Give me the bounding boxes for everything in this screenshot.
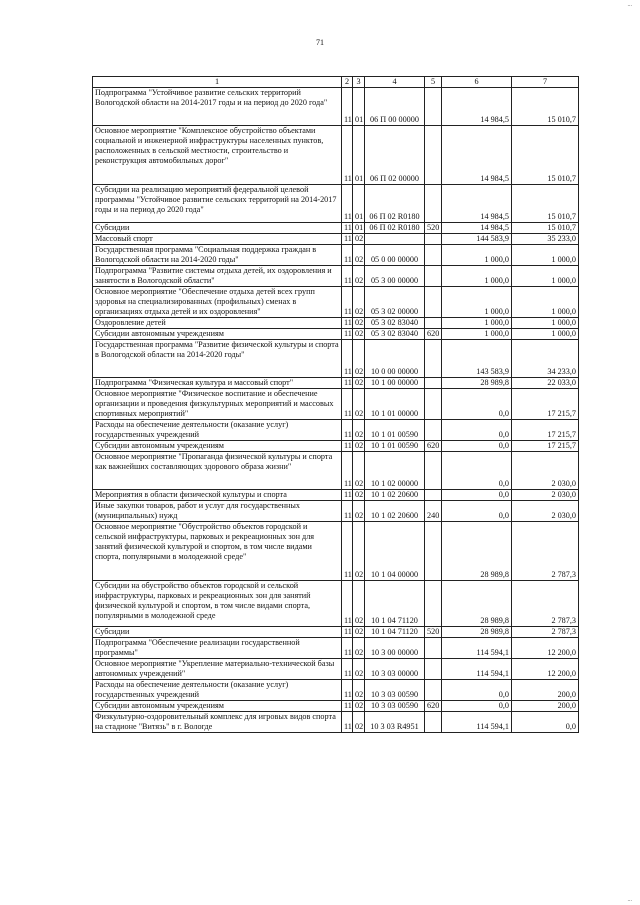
- amount-col7: 34 233,0: [512, 340, 579, 378]
- section-code: 11: [342, 501, 353, 522]
- column-header-5: 5: [425, 77, 442, 88]
- section-code: 11: [342, 329, 353, 340]
- target-article-code: 06 П 00 00000: [365, 88, 425, 126]
- subsection-code: 02: [353, 318, 365, 329]
- target-article-code: 05 3 02 00000: [365, 287, 425, 318]
- subsection-code: 02: [353, 701, 365, 712]
- table-row: [93, 234, 579, 245]
- subsection-code: 02: [353, 680, 365, 701]
- row-name: Подпрограмма "Устойчивое развитие сельских территорий Вологодской области на 2014-2017 годы и на период до 2020 года": [93, 88, 342, 126]
- target-article-code: 10 1 00 00000: [365, 378, 425, 389]
- section-code: 11: [342, 441, 353, 452]
- target-article-code: 05 0 00 00000: [365, 245, 425, 266]
- target-article-code: 10 1 04 71120: [365, 627, 425, 638]
- header-row: [93, 77, 579, 88]
- amount-col7: 15 010,7: [512, 185, 579, 223]
- subsection-code: 02: [353, 420, 365, 441]
- target-article-code: 05 3 02 83040: [365, 318, 425, 329]
- subsection-code: 02: [353, 266, 365, 287]
- expense-type-code: [425, 680, 442, 701]
- amount-col7: 1 000,0: [512, 287, 579, 318]
- section-code: 11: [342, 638, 353, 659]
- subsection-code: 02: [353, 581, 365, 627]
- amount-col7: 1 000,0: [512, 329, 579, 340]
- table-row: [93, 581, 579, 627]
- amount-col7: 17 215,7: [512, 389, 579, 420]
- amount-col7: 0,0: [512, 712, 579, 733]
- section-code: 11: [342, 318, 353, 329]
- target-article-code: 10 1 01 00590: [365, 441, 425, 452]
- expense-type-code: 620: [425, 329, 442, 340]
- subsection-code: 02: [353, 245, 365, 266]
- target-article-code: 10 1 01 00590: [365, 420, 425, 441]
- target-article-code: 06 П 02 R0180: [365, 185, 425, 223]
- target-article-code: 06 П 02 R0180: [365, 223, 425, 234]
- amount-col7: 12 200,0: [512, 638, 579, 659]
- table-row: [93, 329, 579, 340]
- table-row: [93, 378, 579, 389]
- table-row: [93, 441, 579, 452]
- amount-col6: 0,0: [442, 490, 512, 501]
- section-code: 11: [342, 452, 353, 490]
- amount-col6: 1 000,0: [442, 318, 512, 329]
- amount-col6: 28 989,8: [442, 522, 512, 581]
- amount-col7: 2 787,3: [512, 581, 579, 627]
- table-row: [93, 490, 579, 501]
- section-code: 11: [342, 420, 353, 441]
- row-name: Оздоровление детей: [93, 318, 342, 329]
- row-name: Физкультурно-оздоровительный комплекс для игровых видов спорта на стадионе "Витязь" в г. Вологде: [93, 712, 342, 733]
- target-article-code: 10 1 02 20600: [365, 501, 425, 522]
- subsection-code: 02: [353, 490, 365, 501]
- target-article-code: 10 0 00 00000: [365, 340, 425, 378]
- row-name: Расходы на обеспечение деятельности (оказание услуг) государственных учреждений: [93, 420, 342, 441]
- amount-col7: 1 000,0: [512, 245, 579, 266]
- target-article-code: 10 3 03 00590: [365, 701, 425, 712]
- amount-col6: 0,0: [442, 389, 512, 420]
- section-code: 11: [342, 490, 353, 501]
- table-row: [93, 701, 579, 712]
- amount-col6: 1 000,0: [442, 287, 512, 318]
- expense-type-code: [425, 378, 442, 389]
- row-name: Иные закупки товаров, работ и услуг для государственных (муниципальных) нужд: [93, 501, 342, 522]
- amount-col6: 143 583,9: [442, 340, 512, 378]
- expense-type-code: 240: [425, 501, 442, 522]
- target-article-code: 10 3 00 00000: [365, 638, 425, 659]
- amount-col6: 14 984,5: [442, 223, 512, 234]
- subsection-code: 01: [353, 185, 365, 223]
- row-name: Основное мероприятие "Укрепление материально-технической базы автономных учреждений": [93, 659, 342, 680]
- subsection-code: 01: [353, 223, 365, 234]
- section-code: 11: [342, 389, 353, 420]
- amount-col6: 1 000,0: [442, 245, 512, 266]
- amount-col7: 2 030,0: [512, 501, 579, 522]
- expense-type-code: [425, 234, 442, 245]
- section-code: 11: [342, 266, 353, 287]
- section-code: 11: [342, 126, 353, 185]
- expense-type-code: [425, 490, 442, 501]
- expense-type-code: [425, 185, 442, 223]
- subsection-code: 02: [353, 659, 365, 680]
- expense-type-code: [425, 318, 442, 329]
- table-row: [93, 389, 579, 420]
- target-article-code: 10 3 03 R4951: [365, 712, 425, 733]
- amount-col6: 114 594,1: [442, 638, 512, 659]
- row-name: Государственная программа "Развитие физической культуры и спорта в Вологодской области на 2014-2020 годы": [93, 340, 342, 378]
- row-name: Подпрограмма "Физическая культура и массовый спорт": [93, 378, 342, 389]
- column-header-6: 6: [442, 77, 512, 88]
- row-name: Подпрограмма "Развитие системы отдыха детей, их оздоровления и занятости в Вологодской области": [93, 266, 342, 287]
- amount-col7: 35 233,0: [512, 234, 579, 245]
- row-name: Субсидии автономным учреждениям: [93, 441, 342, 452]
- table-row: [93, 318, 579, 329]
- amount-col6: 144 583,9: [442, 234, 512, 245]
- amount-col7: 2 030,0: [512, 452, 579, 490]
- section-code: 11: [342, 680, 353, 701]
- target-article-code: 10 1 02 00000: [365, 452, 425, 490]
- amount-col6: 0,0: [442, 452, 512, 490]
- row-name: Основное мероприятие "Физическое воспитание и обеспечение организации и проведения физкультурных мероприятий и массовых спортивных мероприятий": [93, 389, 342, 420]
- row-name: Основное мероприятие "Обеспечение отдыха детей всех групп здоровья на специализированных (профильных) сменах в организациях отдыха детей и их оздоровления": [93, 287, 342, 318]
- target-article-code: 10 1 04 71120: [365, 581, 425, 627]
- page-number: 71: [316, 38, 324, 47]
- section-code: 11: [342, 223, 353, 234]
- column-header-7: 7: [512, 77, 579, 88]
- expense-type-code: 620: [425, 701, 442, 712]
- subsection-code: 02: [353, 638, 365, 659]
- subsection-code: 02: [353, 452, 365, 490]
- section-code: 11: [342, 245, 353, 266]
- subsection-code: 02: [353, 234, 365, 245]
- amount-col6: 0,0: [442, 420, 512, 441]
- subsection-code: 02: [353, 501, 365, 522]
- budget-table: [92, 76, 579, 733]
- row-name: Расходы на обеспечение деятельности (оказание услуг) государственных учреждений: [93, 680, 342, 701]
- amount-col7: 17 215,7: [512, 441, 579, 452]
- amount-col7: 200,0: [512, 701, 579, 712]
- expense-type-code: 520: [425, 223, 442, 234]
- amount-col6: 0,0: [442, 701, 512, 712]
- row-name: Основное мероприятие "Обустройство объектов городской и сельской инфраструктуры, парковых и рекреационных зон для занятий физической культурой и спортом, в том числе видами спорта, популярными в молодежной среде": [93, 522, 342, 581]
- target-article-code: 10 1 02 20600: [365, 490, 425, 501]
- section-code: 11: [342, 88, 353, 126]
- amount-col6: 28 989,8: [442, 378, 512, 389]
- expense-type-code: [425, 522, 442, 581]
- bottom-corner-mark: ...: [627, 897, 632, 903]
- expense-type-code: [425, 389, 442, 420]
- amount-col6: 0,0: [442, 680, 512, 701]
- subsection-code: 01: [353, 126, 365, 185]
- amount-col7: 200,0: [512, 680, 579, 701]
- column-header-1: 1: [93, 77, 342, 88]
- expense-type-code: [425, 712, 442, 733]
- amount-col7: 22 033,0: [512, 378, 579, 389]
- amount-col6: 1 000,0: [442, 266, 512, 287]
- column-header-2: 2: [342, 77, 353, 88]
- expense-type-code: [425, 420, 442, 441]
- row-name: Основное мероприятие "Комплексное обустройство объектами социальной и инженерной инфраструктуры населенных пунктов, расположенных в сельской местности, строительство и реконструкция автомобильных дорог": [93, 126, 342, 185]
- table-row: [93, 638, 579, 659]
- subsection-code: 02: [353, 287, 365, 318]
- amount-col7: 1 000,0: [512, 266, 579, 287]
- expense-type-code: 620: [425, 441, 442, 452]
- table-row: [93, 501, 579, 522]
- table-row: [93, 452, 579, 490]
- amount-col6: 28 989,8: [442, 627, 512, 638]
- table-row: [93, 88, 579, 126]
- amount-col7: 1 000,0: [512, 318, 579, 329]
- amount-col7: 15 010,7: [512, 223, 579, 234]
- section-code: 11: [342, 378, 353, 389]
- expense-type-code: [425, 287, 442, 318]
- expense-type-code: [425, 340, 442, 378]
- expense-type-code: 520: [425, 627, 442, 638]
- subsection-code: 02: [353, 712, 365, 733]
- table-row: [93, 627, 579, 638]
- section-code: 11: [342, 712, 353, 733]
- column-header-3: 3: [353, 77, 365, 88]
- column-header-4: 4: [365, 77, 425, 88]
- target-article-code: 05 3 00 00000: [365, 266, 425, 287]
- section-code: 11: [342, 581, 353, 627]
- section-code: 11: [342, 185, 353, 223]
- subsection-code: 01: [353, 88, 365, 126]
- target-article-code: 10 1 01 00000: [365, 389, 425, 420]
- target-article-code: 06 П 02 00000: [365, 126, 425, 185]
- amount-col6: 1 000,0: [442, 329, 512, 340]
- section-code: 11: [342, 701, 353, 712]
- section-code: 11: [342, 522, 353, 581]
- target-article-code: 10 1 04 00000: [365, 522, 425, 581]
- amount-col7: 15 010,7: [512, 88, 579, 126]
- subsection-code: 02: [353, 378, 365, 389]
- amount-col6: 114 594,1: [442, 659, 512, 680]
- row-name: Субсидии на обустройство объектов городской и сельской инфраструктуры, парковых и рекреационных зон для занятий физической культурой и спортом, в том числе видами спорта, популярными в молодежной среде: [93, 581, 342, 627]
- table-row: [93, 659, 579, 680]
- expense-type-code: [425, 638, 442, 659]
- subsection-code: 02: [353, 627, 365, 638]
- expense-type-code: [425, 245, 442, 266]
- top-corner-mark: ...: [627, 2, 632, 8]
- row-name: Массовый спорт: [93, 234, 342, 245]
- row-name: Субсидии: [93, 223, 342, 234]
- section-code: 11: [342, 287, 353, 318]
- amount-col6: 28 989,8: [442, 581, 512, 627]
- amount-col7: 12 200,0: [512, 659, 579, 680]
- row-name: Субсидии автономным учреждениям: [93, 329, 342, 340]
- section-code: 11: [342, 659, 353, 680]
- amount-col6: 14 984,5: [442, 88, 512, 126]
- row-name: Субсидии автономным учреждениям: [93, 701, 342, 712]
- target-article-code: 10 3 03 00000: [365, 659, 425, 680]
- subsection-code: 02: [353, 389, 365, 420]
- table-row: [93, 680, 579, 701]
- amount-col7: 2 787,3: [512, 627, 579, 638]
- table-row: [93, 185, 579, 223]
- row-name: Субсидии: [93, 627, 342, 638]
- row-name: Основное мероприятие "Пропаганда физической культуры и спорта как важнейших составляющих здорового образа жизни": [93, 452, 342, 490]
- table-row: [93, 522, 579, 581]
- target-article-code: 10 3 03 00590: [365, 680, 425, 701]
- table-row: [93, 245, 579, 266]
- expense-type-code: [425, 88, 442, 126]
- section-code: 11: [342, 234, 353, 245]
- expense-type-code: [425, 266, 442, 287]
- subsection-code: 02: [353, 340, 365, 378]
- row-name: Государственная программа "Социальная поддержка граждан в Вологодской области на 2014-2020 годы": [93, 245, 342, 266]
- section-code: 11: [342, 340, 353, 378]
- table-row: [93, 712, 579, 733]
- amount-col7: 2 787,3: [512, 522, 579, 581]
- row-name: Мероприятия в области физической культуры и спорта: [93, 490, 342, 501]
- amount-col7: 17 215,7: [512, 420, 579, 441]
- table-row: [93, 126, 579, 185]
- table-row: [93, 340, 579, 378]
- amount-col6: 14 984,5: [442, 185, 512, 223]
- amount-col6: 114 594,1: [442, 712, 512, 733]
- table-row: [93, 287, 579, 318]
- subsection-code: 02: [353, 522, 365, 581]
- target-article-code: 05 3 02 83040: [365, 329, 425, 340]
- expense-type-code: [425, 581, 442, 627]
- row-name: Субсидии на реализацию мероприятий федеральной целевой программы "Устойчивое развитие сельских территорий на 2014-2017 годы и на период до 2020 года": [93, 185, 342, 223]
- target-article-code: [365, 234, 425, 245]
- expense-type-code: [425, 659, 442, 680]
- table-row: [93, 223, 579, 234]
- expense-type-code: [425, 452, 442, 490]
- subsection-code: 02: [353, 441, 365, 452]
- table-row: [93, 266, 579, 287]
- amount-col6: 0,0: [442, 441, 512, 452]
- amount-col7: 2 030,0: [512, 490, 579, 501]
- subsection-code: 02: [353, 329, 365, 340]
- amount-col6: 0,0: [442, 501, 512, 522]
- row-name: Подпрограмма "Обеспечение реализации государственной программы": [93, 638, 342, 659]
- amount-col7: 15 010,7: [512, 126, 579, 185]
- section-code: 11: [342, 627, 353, 638]
- expense-type-code: [425, 126, 442, 185]
- table-row: [93, 420, 579, 441]
- amount-col6: 14 984,5: [442, 126, 512, 185]
